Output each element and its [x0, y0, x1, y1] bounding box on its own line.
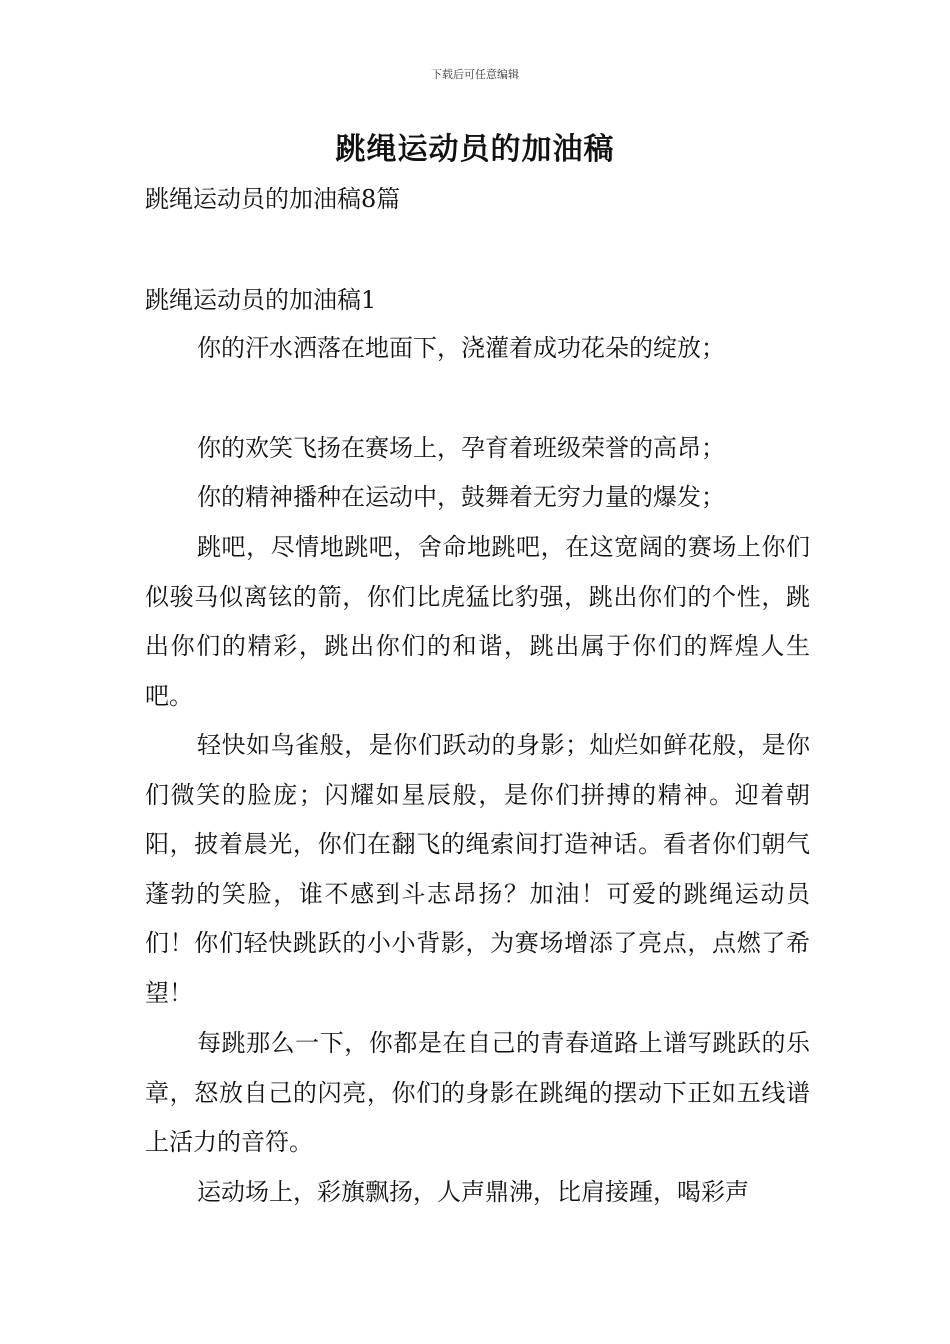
- paragraph-6: 每跳那么一下，你都是在自己的青春道路上谱写跳跃的乐章，怒放自己的闪亮，你们的身影在跳绳的摆动下正如五线谱上活力的音符。: [145, 1029, 810, 1157]
- paragraph-3: 你的精神播种在运动中，鼓舞着无穷力量的爆发；: [197, 483, 725, 511]
- paragraph-1: 你的汗水洒落在地面下，浇灌着成功花朵的绽放；: [197, 334, 725, 362]
- paragraph-7: 运动场上，彩旗飘扬，人声鼎沸，比肩接踵，喝彩声: [197, 1178, 749, 1206]
- paragraph-5: 轻快如鸟雀般，是你们跃动的身影；灿烂如鲜花般，是你们微笑的脸庞；闪耀如星辰般，是你们拼搏的精神。迎着朝阳，披着晨光，你们在翻飞的绳索间打造神话。看者你们朝气蓬勃的笑脸，谁不感到斗志昂扬？加油！可爱的跳绳运动员们！你们轻快跳跃的小小背影，为赛场增添了亮点，点燃了希望！: [145, 731, 810, 1007]
- header-note: 下载后可任意编辑: [431, 68, 519, 81]
- section-heading: 跳绳运动员的加油稿1: [145, 286, 377, 314]
- paragraph-4: 跳吧，尽情地跳吧，舍命地跳吧，在这宽阔的赛场上你们似骏马似离铉的箭，你们比虎猛比豹强，跳出你们的个性，跳出你们的精彩，跳出你们的和谐，跳出属于你们的辉煌人生吧。: [145, 533, 810, 710]
- subtitle: 跳绳运动员的加油稿8篇: [145, 185, 401, 213]
- paragraph-2: 你的欢笑飞扬在赛场上，孕育着班级荣誉的高昂；: [197, 434, 725, 462]
- document-title: 跳绳运动员的加油稿: [335, 132, 615, 167]
